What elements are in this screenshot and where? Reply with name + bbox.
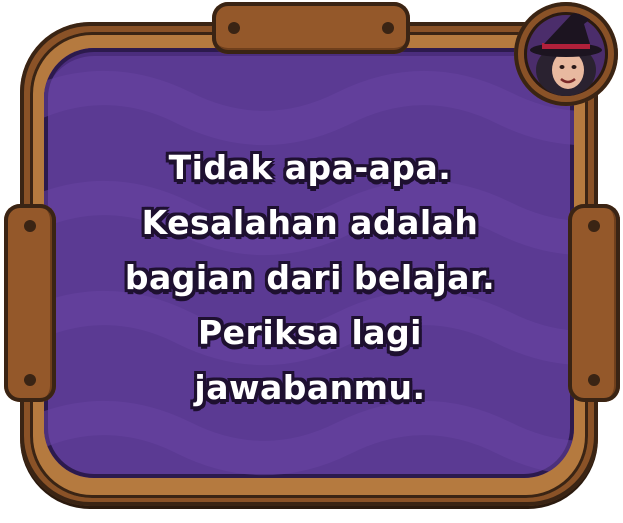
message-line: bagian dari belajar. [124,258,496,297]
top-plank [212,2,410,54]
feedback-message [100,140,520,415]
message-line: Periksa lagi [197,313,422,352]
message-line: Tidak apa-apa. [168,148,452,187]
bolt-icon [228,22,240,34]
right-plank [568,204,620,402]
bolt-icon [588,374,600,386]
bolt-icon [382,22,394,34]
bolt-icon [588,220,600,232]
left-plank [4,204,56,402]
witch-avatar-icon [524,12,608,96]
message-line: jawabanmu. [194,368,426,407]
character-avatar [514,2,618,106]
bolt-icon [24,374,36,386]
bolt-icon [24,220,36,232]
message-line: Kesalahan adalah [141,203,479,242]
